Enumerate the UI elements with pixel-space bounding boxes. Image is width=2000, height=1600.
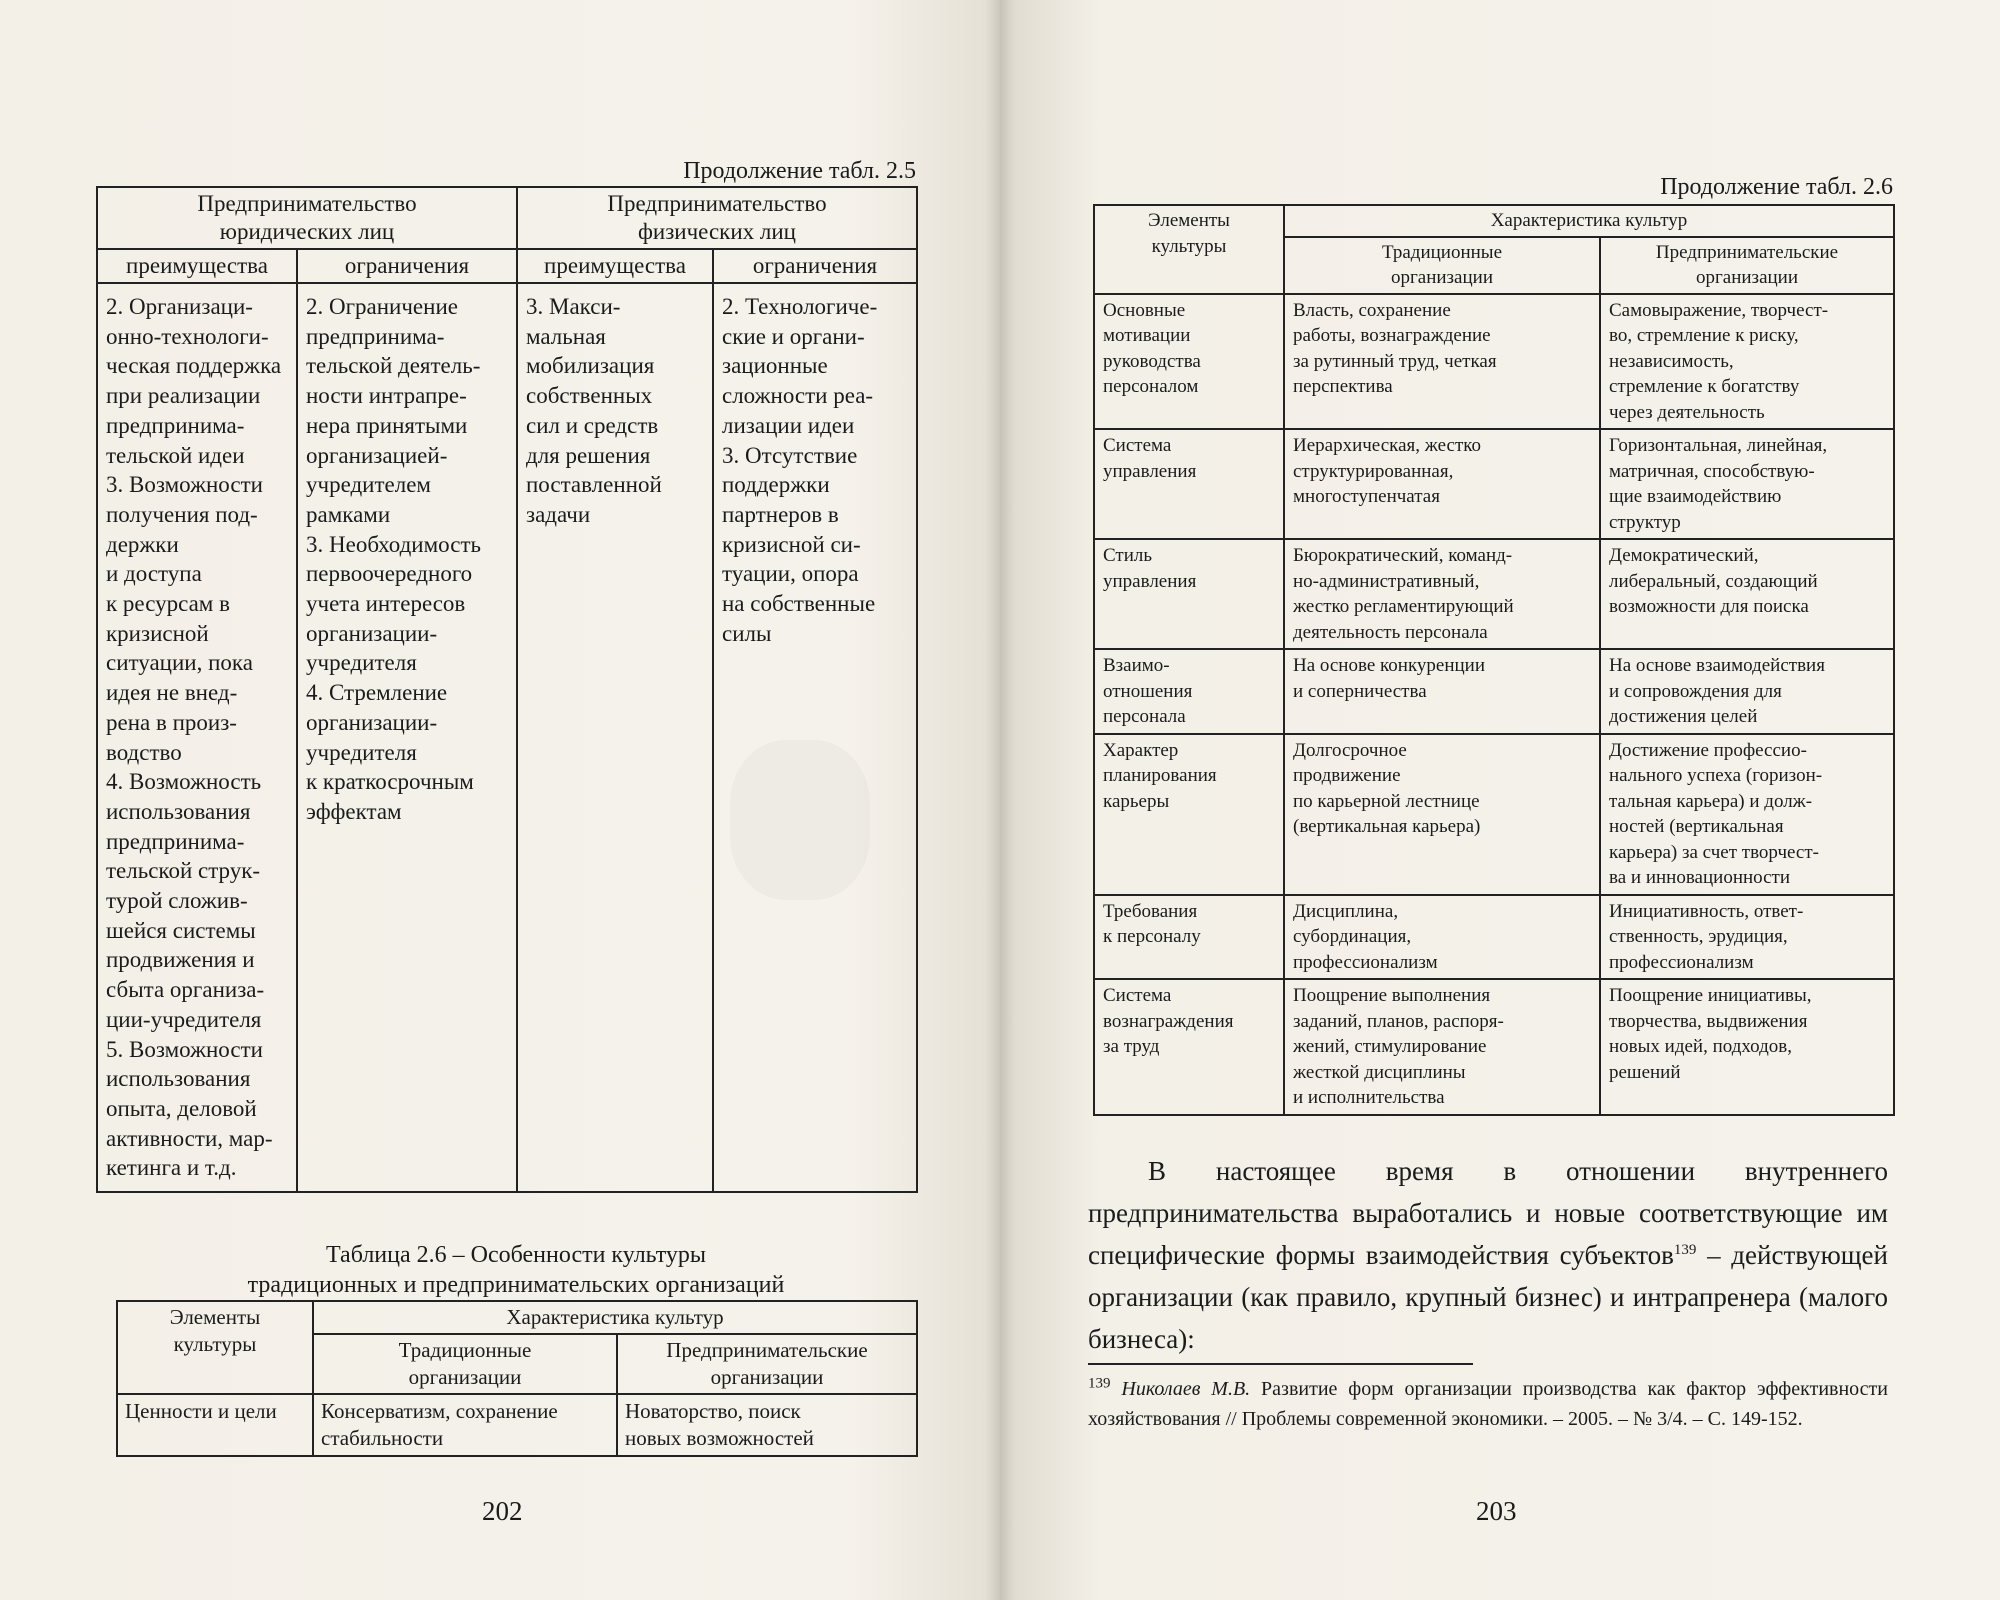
footnote-text: Развитие форм организации производства как фактор эффективности хозяйствования // Проблемы современной экономики. – 2005. – № 3/4. – С. 149-152. — [1088, 1378, 1888, 1430]
page-number: 203 — [1476, 1496, 1517, 1526]
table-cell: Инициативность, ответ- ственность, эрудиция, профессионализм — [1600, 895, 1894, 980]
table-cell: 2. Технологиче- ские и органи- зационные сложности реа- лизации идеи 3. Отсутствие поддержки партнеров в кризисной си- туации, опора на собственные силы — [713, 283, 917, 1192]
footnote-author: Николаев М.В. — [1121, 1378, 1251, 1400]
table-2-6-title: Таблица 2.6 – Особенности культуры традиционных и предпринимательских организаций — [247, 1242, 785, 1298]
table-cell: 3. Макси- мальная мобилизация собственных сил и средств для решения поставленной задачи — [517, 283, 713, 1192]
table-row — [1094, 294, 1894, 430]
table-cell: Дисциплина, субординация, профессионализм — [1284, 895, 1600, 980]
table-cell: Демократический, либеральный, создающий возможности для поиска — [1600, 539, 1894, 649]
table-cell: Стиль управления — [1094, 539, 1284, 649]
table-cell: Поощрение выполнения заданий, планов, распоря- жений, стимулирование жесткой дисциплины и исполнительства — [1284, 979, 1600, 1115]
table-cell: Система управления — [1094, 429, 1284, 539]
table-header-row — [1094, 205, 1894, 237]
table-cell: На основе взаимодействия и сопровождения для достижения целей — [1600, 649, 1894, 734]
table-cell: 2. Ограничение предпринима- тельской деятель- ности интрапре- нера принятыми организацией- учредителем рамками 3. Необходимость первоочередного учета интересов организации- учредителя 4. Стремление организации- учредителя к краткосрочным эффектам — [297, 283, 517, 1192]
table-row — [1094, 734, 1894, 895]
table-2-5 — [96, 186, 918, 1193]
table-sub-header: преимущества — [97, 249, 297, 283]
table-cell: Система вознаграждения за труд — [1094, 979, 1284, 1115]
table-cell: Ценности и цели — [117, 1394, 313, 1456]
table-cell: Взаимо- отношения персонала — [1094, 649, 1284, 734]
paragraph-text: В настоящее время в отношении внутреннего предпринимательства выработались и новые соответствующие им специфические формы взаимодействия субъектов — [1088, 1156, 1888, 1270]
table-sub-header: Предпринимательские организации — [617, 1334, 917, 1394]
table-cell: Бюрократический, команд- но-административный, жестко регламентирующий деятельность персонала — [1284, 539, 1600, 649]
table-continuation-caption: Продолжение табл. 2.5 — [683, 158, 916, 184]
footnote — [1088, 1374, 1888, 1434]
footnote-divider — [1088, 1363, 1473, 1365]
table-cell: На основе конкуренции и соперничества — [1284, 649, 1600, 734]
table-group-header: Предпринимательство физических лиц — [517, 187, 917, 249]
table-sub-header: преимущества — [517, 249, 713, 283]
paragraph-text: – действующей организации (как правило, крупный бизнес) и интрапренера (малого бизнеса): — [1088, 1240, 1888, 1354]
table-cell: Власть, сохранение работы, вознаграждение за рутинный труд, четкая перспектива — [1284, 294, 1600, 430]
table-sub-header: ограничения — [297, 249, 517, 283]
table-2-6 — [116, 1300, 918, 1457]
table-cell: Достижение профессио- нального успеха (горизон- тальная карьера) и долж- ностей (вертикальная карьера) за счет творчест- ва и инновационности — [1600, 734, 1894, 895]
right-page — [1000, 0, 2000, 1600]
body-paragraph — [1088, 1150, 1888, 1360]
table-header-row — [117, 1301, 917, 1334]
table-2-6-continued — [1093, 204, 1895, 1116]
table-row — [1094, 895, 1894, 980]
table-sub-header: Традиционные организации — [1284, 237, 1600, 294]
table-row — [117, 1394, 917, 1456]
book-gutter — [985, 0, 1015, 1600]
table-group-header: Характеристика культур — [1284, 205, 1894, 237]
table-continuation-caption: Продолжение табл. 2.6 — [1660, 174, 1893, 200]
table-col-header: Элементы культуры — [1094, 205, 1284, 294]
page-number: 202 — [482, 1496, 523, 1526]
page-smudge — [730, 740, 870, 900]
table-group-header: Предпринимательство юридических лиц — [97, 187, 517, 249]
table-cell: Самовыражение, творчест- во, стремление к риску, независимость, стремление к богатству через деятельность — [1600, 294, 1894, 430]
table-cell: Основные мотивации руководства персоналом — [1094, 294, 1284, 430]
table-cell: Характер планирования карьеры — [1094, 734, 1284, 895]
table-sub-header: Традиционные организации — [313, 1334, 617, 1394]
table-sub-header: Предпринимательские организации — [1600, 237, 1894, 294]
table-row — [1094, 649, 1894, 734]
table-cell: Поощрение инициативы, творчества, выдвижения новых идей, подходов, решений — [1600, 979, 1894, 1115]
table-cell: Иерархическая, жестко структурированная, многоступенчатая — [1284, 429, 1600, 539]
table-cell: Горизонтальная, линейная, матричная, способствую- щие взаимодействию структур — [1600, 429, 1894, 539]
footnote-reference: 139 — [1673, 1242, 1697, 1258]
table-col-header: Элементы культуры — [117, 1301, 313, 1394]
table-group-header: Характеристика культур — [313, 1301, 917, 1334]
table-header-row — [97, 249, 917, 283]
table-header-row — [97, 187, 917, 249]
table-cell: 2. Организаци- онно-технологи- ческая поддержка при реализации предпринима- тельской идеи 3. Возможности получения под- держки и доступа к ресурсам в кризисной ситуации, пока идея не внед- рена в произ- водство 4. Возможность использования предпринима- тельской струк- турой сложив- шейся системы продвижения и сбыта организа- ции-учредителя 5. Возможности использования опыта, деловой активности, мар- кетинга и т.д. — [97, 283, 297, 1192]
table-row — [1094, 429, 1894, 539]
table-row — [97, 283, 917, 1192]
table-row — [1094, 979, 1894, 1115]
table-row — [1094, 539, 1894, 649]
table-cell: Новаторство, поиск новых возможностей — [617, 1394, 917, 1456]
table-cell: Долгосрочное продвижение по карьерной лестнице (вертикальная карьера) — [1284, 734, 1600, 895]
footnote-number: 139 — [1088, 1375, 1111, 1392]
table-cell: Консерватизм, сохранение стабильности — [313, 1394, 617, 1456]
table-cell: Требования к персоналу — [1094, 895, 1284, 980]
table-sub-header: ограничения — [713, 249, 917, 283]
